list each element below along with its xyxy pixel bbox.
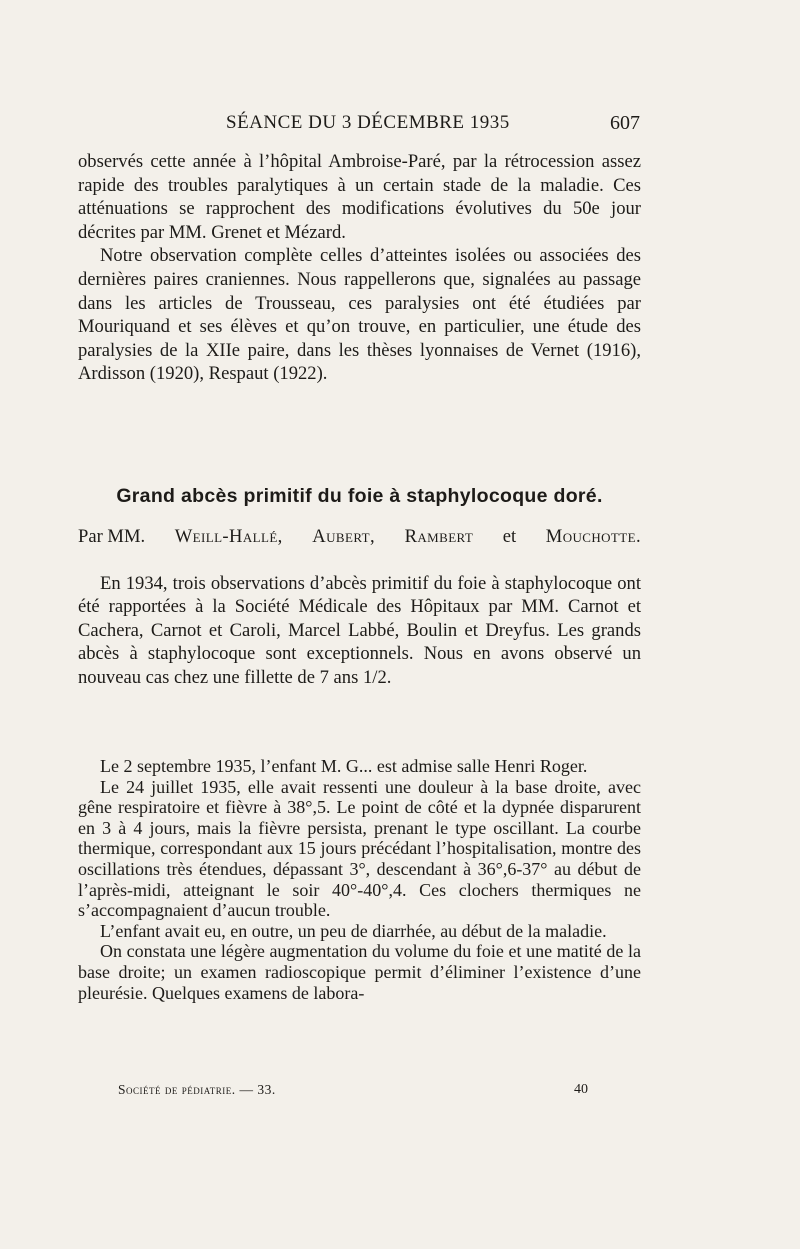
signature-mark: 40	[574, 1082, 588, 1097]
previous-article-text	[78, 150, 641, 386]
paragraph: Notre observation complète celles d’atteintes isolées ou associées des dernières paires craniennes. Nous rappellerons que, signalées au passage dans les articles de Trousseau, ces paralysies ont été étudiées par Mouriquand et ses élèves et qu’on trouve, en particulier, une étude des paralysies de la XIIe paire, dans les thèses lyonnaises de Vernet (1916), Ardisson (1920), Respaut (1922).	[78, 245, 641, 385]
paragraph: On constata une légère augmentation du volume du foie et une matité de la base droite; un examen radioscopique permit d’éliminer l’existence d’une pleurésie. Quelques examens de labora-	[78, 941, 641, 1003]
paragraph: En 1934, trois observations d’abcès primitif du foie à staphylocoque ont été rapportées à la Société Médicale des Hôpitaux par MM. Carnot et Cachera, Carnot et Caroli, Marcel Labbé, Boulin et Dreyfus. Les grands abcès à staphylocoque sont exceptionnels. Nous en avons observé un nouveau cas chez une fillette de 7 ans 1/2.	[78, 573, 641, 688]
author-name: Mouchotte.	[545, 526, 641, 547]
author-line	[78, 526, 641, 548]
author-name: Aubert,	[312, 526, 376, 547]
author-conjunction: et	[502, 526, 517, 547]
paragraph: observés cette année à l’hôpital Ambroise-Paré, par la rétrocession assez rapide des troubles paralytiques à un certain stade de la maladie. Ces atténuations se rapprochent des modifications évolutives du 50e jour décrites par MM. Grenet et Mézard.	[78, 151, 641, 243]
article-title: Grand abcès primitif du foie à staphylocoque doré.	[116, 485, 603, 507]
case-report-text	[78, 756, 641, 1003]
paragraph: Le 2 septembre 1935, l’enfant M. G... est admise salle Henri Roger.	[100, 756, 588, 776]
page-number: 607	[610, 112, 640, 134]
author-name: Weill-Hallé,	[174, 526, 283, 547]
footer-journal-reference: Société de pédiatrie. — 33.	[118, 1082, 276, 1097]
running-title: SÉANCE DU 3 DÉCEMBRE 1935	[226, 112, 510, 133]
running-header	[78, 112, 640, 140]
authors-prefix: Par MM.	[78, 526, 146, 547]
paragraph: L’enfant avait eu, en outre, un peu de diarrhée, au début de la maladie.	[100, 920, 607, 941]
paragraph: Le 24 juillet 1935, elle avait ressenti une douleur à la base droite, avec gêne respiratoire et fièvre à 38°,5. Le point de côté et la dypnée disparurent en 3 à 4 jours, mais la fièvre persista, prenant le type oscillant. La courbe thermique, correspondant aux 15 jours précédant l’hospitalisation, montre des oscillations très étendues, dépassant 3°, descendant à 36°,6-37° au début de l’après-midi, atteignant le soir 40°-40°,4. Ces clochers thermiques ne s’accompagnaient d’aucun trouble.	[78, 776, 641, 921]
page-footer	[118, 1082, 588, 1104]
author-name: Rambert	[404, 526, 474, 547]
intro-text	[78, 572, 641, 689]
